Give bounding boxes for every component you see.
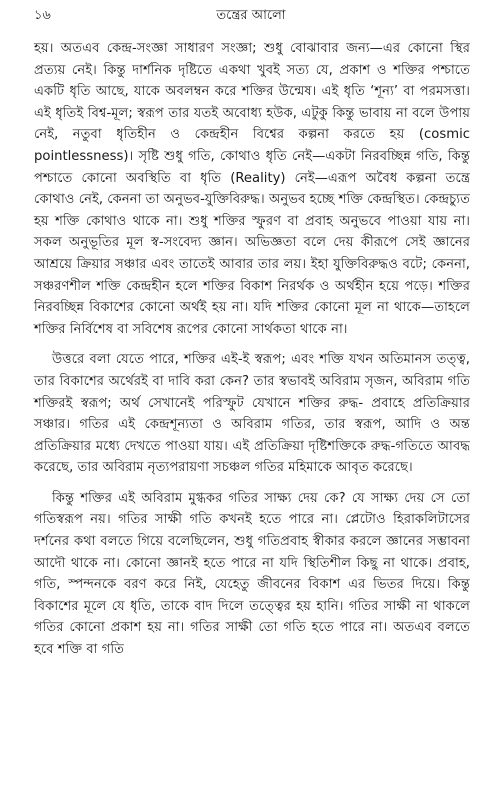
running-title: তন্ত্রের আলো	[216, 8, 286, 23]
paragraph-2: উত্তরে বলা যেতে পারে, শক্তির এই-ই স্বরূপ; এবং শক্তি যখন অতিমানস তত্ত্ব, তার বিকাশের অর্থেরই বা দাবি করা কেন? তার স্বভাবই অবিরাম সৃজন, অবিরাম গতি শক্তিরই স্বরূপ; অর্থ সেখানেই পরিস্ফুট যেখানে শক্তির রুদ্ধ- প্রবাহে প্রতিক্রিয়ার সঞ্চার। গতির এই কেন্দ্রশূন্যতা ও অবিরাম গতির, তার স্বরূপ, আদি ও অন্ত প্রতিক্রিয়ার মধ্যে দেখতে পাওয়া যায়। এই প্রতিক্রিয়া দৃষ্টিশক্তিকে রুদ্ধ-গতিতে আবদ্ধ করেছে, তার অবিরাম নৃত্যপরায়ণা সচঞ্চল গতির মহিমাকে আবৃত করেছে।	[34, 352, 470, 476]
paragraph-3: কিন্তু শক্তির এই অবিরাম মুগ্ধকর গতির সাক্ষ্য দেয় কে? যে সাক্ষ্য দেয় সে তো গতিস্বরূপ নয়। গতির সাক্ষী গতি কখনই হতে পারে না। প্লেটোও হিরাকলিটাসের দর্শনের কথা বলতে গিয়ে বলেছিলেন, শুধু গতিপ্রবাহ স্বীকার করলে জ্ঞানের সম্ভাবনা আদৌ থাকে না। কোনো জ্ঞানই হতে পারে না যদি স্থিতিশীল কিছু না থাকে। প্রবাহ, গতি, স্পন্দনকে বরণ করে নিই, যেহেতু জীবনের বিকাশ এর ভিতর দিয়ে। কিন্তু বিকাশের মূলে যে ধৃতি, তাকে বাদ দিলে তত্ত্বের হয় হানি। গতির সাক্ষী না থাকলে গতির কোনো প্রকাশ হয় না। গতির সাক্ষী তো গতি হতে পারে না। অতএব বলতে হবে শক্তি বা গতি	[34, 490, 470, 658]
body-text	[34, 38, 470, 661]
page-number: ১৬	[34, 8, 51, 23]
page-header	[34, 6, 468, 26]
paragraph-1: হয়। অতএব কেন্দ্র-সংজ্ঞা সাধারণ সংজ্ঞা; শুধু বোঝাবার জন্য—এর কোনো স্থির প্রত্যয় নেই। কিন্তু দার্শনিক দৃষ্টিতে একথা খুবই সত্য যে, প্রকাশ ও শক্তির পশ্চাতে একটি ধৃতি আছে, যাকে অবলম্বন করে শক্তির উন্মেষ। এই ধৃতি ‘শূন্য’ বা পরমসত্তা। এই ধৃতিই বিশ্ব-মূল; স্বরূপ তার যতই অবোধ্য হউক, এটুকু কিন্তু ভাবায় না বলে উপায় নেই, নতুবা ধৃতিহীন ও কেন্দ্রহীন বিশ্বের কল্পনা করতে হয় (cosmic pointlessness)। সৃষ্টি শুধু গতি, কোথাও ধৃতি নেই—একটা নিরবচ্ছিন্ন গতি, কিন্তু পশ্চাতে কোনো অবস্থিতি বা ধৃতি (Reality) নেই—এরূপ অবৈধ কল্পনা তন্ত্রে কোথাও নেই, কেননা তা অনুভব-যুক্তিবিরুদ্ধ। অনুভব হচ্ছে শক্তি কেন্দ্রস্থিত। কেন্দ্রচ্যুত হয় শক্তি কোথাও থাকে না। শুধু শক্তির স্ফুরণ বা প্রবাহ অনুভবে পাওয়া যায় না। সকল অনুভূতির মূল স্ব-সংবেদ্য জ্ঞান। অভিজ্ঞতা বলে দেয় কীরূপে সেই জ্ঞানের আশ্রয়ে ক্রিয়ার সঞ্চার এবং তাতেই আবার তার লয়। ইহা যুক্তিবিরুদ্ধও বটে; কেননা, সঞ্চরণশীল শক্তি কেন্দ্রহীন হলে শক্তির বিকাশ নিরর্থক ও অর্থহীন হয়ে পড়ে। শক্তির নিরবচ্ছিন্ন বিকাশের কোনো অর্থই হয় না। যদি শক্তির কোনো মূল না থাকে—তাহলে শক্তির নির্বিশেষ বা সবিশেষ রূপের কোনো সার্থকতা থাকে না।	[34, 41, 470, 337]
